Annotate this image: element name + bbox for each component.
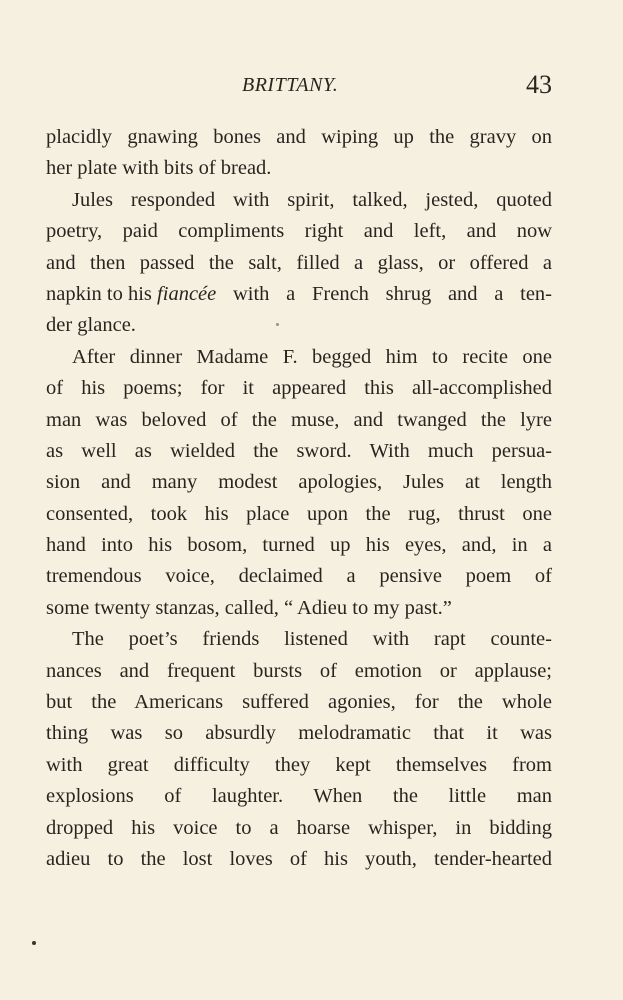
text-line: man was beloved of the muse, and twanged the lyre <box>46 408 552 431</box>
text-line: explosions of laughter. When the little man <box>46 785 552 808</box>
paper-speck <box>276 323 279 326</box>
text-line: adieu to the lost loves of his youth, tender-hearted <box>46 847 552 870</box>
page-number: 43 <box>526 70 552 99</box>
line-segment: napkin to his <box>46 282 158 305</box>
text-line-with-italic <box>46 279 552 310</box>
text-line: sion and many modest apologies, Jules at length <box>46 471 552 494</box>
body-text <box>46 122 552 875</box>
paper-speck <box>32 941 36 945</box>
text-line: placidly gnawing bones and wiping up the gravy on <box>46 126 552 148</box>
text-line: der glance. <box>46 314 136 337</box>
text-line: but the Americans suffered agonies, for the whole <box>46 691 552 714</box>
text-line: with great difficulty they kept themselves from <box>46 753 552 776</box>
text-line: thing was so absurdly melodramatic that it was <box>46 722 552 745</box>
paragraph-start-line: Jules responded with spirit, talked, jested, quoted <box>72 188 552 211</box>
line-segment: with a French shrug and a ten- <box>216 282 552 305</box>
text-line: some twenty stanzas, called, “ Adieu to my past.” <box>46 596 452 619</box>
text-line: tremendous voice, declaimed a pensive poem of <box>46 565 552 588</box>
paragraph-start-line: The poet’s friends listened with rapt counte- <box>72 628 552 651</box>
running-title: BRITTANY. <box>242 74 339 96</box>
text-line: nances and frequent bursts of emotion or applause; <box>46 659 552 682</box>
text-line: as well as wielded the sword. With much persua- <box>46 439 552 462</box>
text-line: hand into his bosom, turned up his eyes, and, in a <box>46 534 552 557</box>
text-line: and then passed the salt, filled a glass, or offered a <box>46 251 552 274</box>
italic-word: fiancée <box>157 282 217 305</box>
text-line: poetry, paid compliments right and left, and now <box>46 220 552 243</box>
text-line: consented, took his place upon the rug, thrust one <box>46 502 552 525</box>
text-line: dropped his voice to a hoarse whisper, in bidding <box>46 816 552 839</box>
text-line: her plate with bits of bread. <box>46 157 272 180</box>
paragraph-start-line: After dinner Madame F. begged him to recite one <box>72 345 552 368</box>
text-line: of his poems; for it appeared this all-accomplished <box>46 377 552 400</box>
page-header <box>46 70 552 106</box>
